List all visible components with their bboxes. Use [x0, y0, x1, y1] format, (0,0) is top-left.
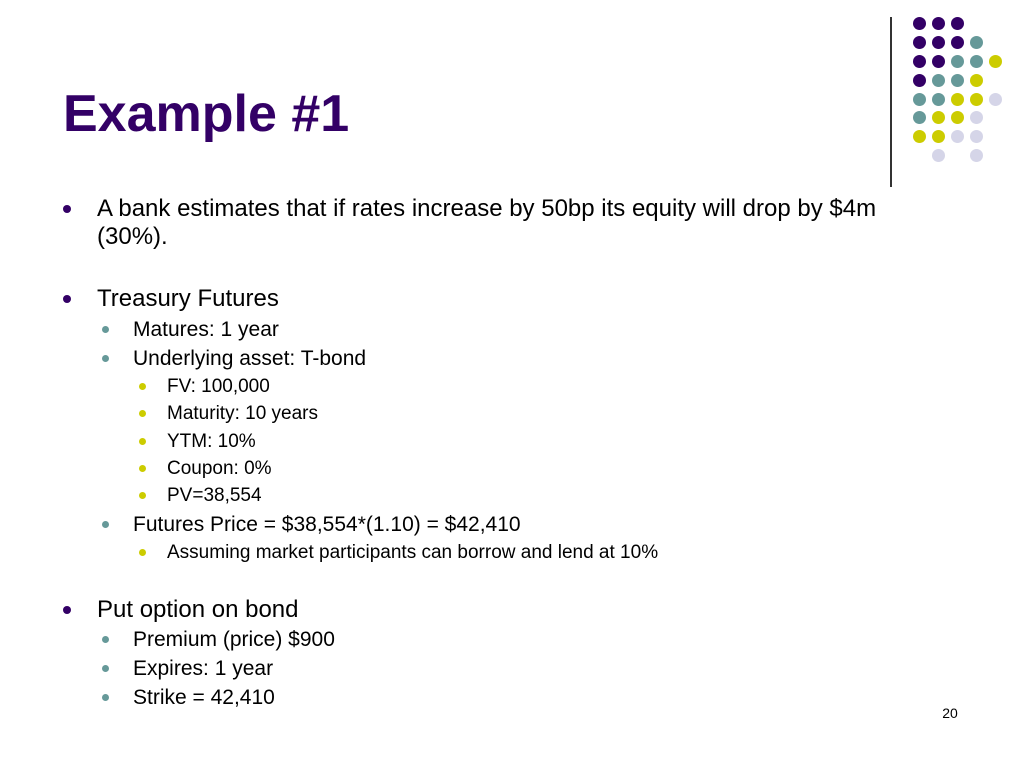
bullet-text: Assuming market participants can borrow and lend at 10%: [167, 542, 659, 563]
bullet-marker-icon: [63, 205, 71, 213]
bullet-level3: [139, 431, 256, 453]
slide-title: Example #1: [63, 85, 350, 143]
bullet-text: Futures Price = $38,554*(1.10) = $42,410: [133, 513, 521, 536]
bullet-text: Maturity: 10 years: [167, 403, 318, 424]
bullet-level1: [63, 195, 927, 251]
bullet-text: PV=38,554: [167, 485, 262, 506]
bullet-text: Put option on bond: [97, 596, 299, 623]
bullet-level3: [139, 485, 262, 507]
bullet-marker-icon: [139, 383, 146, 390]
bullet-level3: [139, 403, 318, 425]
bullet-marker-icon: [139, 492, 146, 499]
bullet-marker-icon: [139, 549, 146, 556]
bullet-marker-icon: [102, 694, 109, 701]
bullet-marker-icon: [139, 465, 146, 472]
bullet-text: Underlying asset: T-bond: [133, 347, 367, 370]
bullet-text: Strike = 42,410: [133, 686, 275, 709]
bullet-level2: [102, 317, 279, 342]
bullet-level1: [63, 596, 299, 624]
bullet-text: Matures: 1 year: [133, 318, 279, 341]
bullet-marker-icon: [139, 438, 146, 445]
bullet-marker-icon: [63, 606, 71, 614]
bullet-text: Treasury Futures: [97, 285, 279, 312]
bullet-marker-icon: [102, 326, 109, 333]
bullet-level2: [102, 656, 273, 681]
bullet-text: Expires: 1 year: [133, 657, 274, 680]
bullet-level2: [102, 346, 366, 371]
page-number: 20: [942, 705, 958, 721]
bullet-level3: [139, 542, 658, 564]
bullet-text: Premium (price) $900: [133, 628, 335, 651]
bullet-marker-icon: [63, 295, 71, 303]
bullet-text: Coupon: 0%: [167, 458, 272, 479]
bullet-level2: [102, 512, 521, 537]
bullet-text: A bank estimates that if rates increase by 50bp its equity will drop by $4m (30%).: [97, 195, 877, 250]
bullet-marker-icon: [102, 355, 109, 362]
bullet-marker-icon: [102, 665, 109, 672]
bullet-marker-icon: [139, 410, 146, 417]
bullet-level2: [102, 627, 335, 652]
bullet-level3: [139, 376, 270, 398]
bullet-marker-icon: [102, 521, 109, 528]
bullet-text: FV: 100,000: [167, 376, 270, 397]
bullet-level2: [102, 685, 275, 710]
bullet-marker-icon: [102, 636, 109, 643]
bullet-text: YTM: 10%: [167, 431, 256, 452]
bullet-level3: [139, 458, 272, 480]
bullet-level1: [63, 285, 279, 313]
